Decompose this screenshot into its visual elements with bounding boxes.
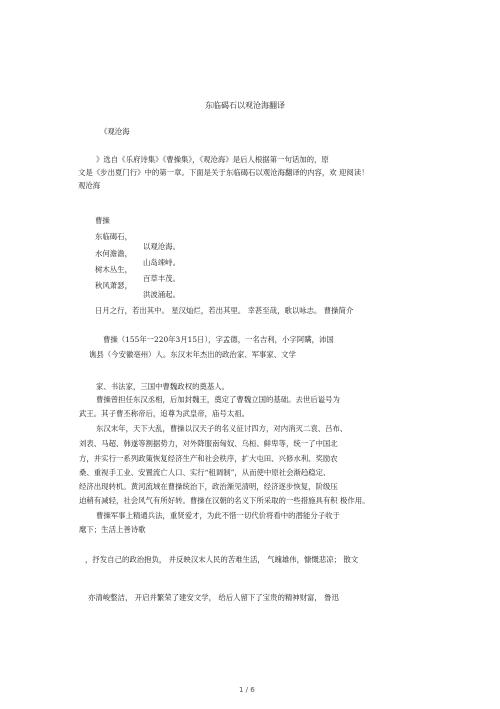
bio-line: 曹操军事上精通兵法，重贤爱才，为此不惜一切代价将看中的潜能分子收于 — [96, 511, 340, 520]
text-line: 《观沧海 — [100, 127, 130, 136]
bio-line: 曹操（155年一220年3月15日），字孟德，一名吉利，小字阿瞒，沛国 — [103, 335, 334, 344]
bio-line: 东汉末年，天下大乱，曹操以汉天子的名义征讨四方，对内消灭二袁、吕布、 — [96, 424, 348, 433]
bio-line: 迫稍有减轻，社会风气有所好转。曹操在汉朝的名义下所采取的一些措施具有积 极作用。 — [79, 496, 370, 505]
text-line: 文是《步出夏门行》中的第一章。下面是关于东临碣石以观沧海翻译的内容，欢 迎阅读！ — [78, 168, 369, 177]
text-line: 观沧海 — [78, 181, 101, 190]
poem-line: 洪波涌起。 — [143, 290, 180, 299]
page-indicator: 1 / 6 — [239, 686, 255, 694]
bio-line: 武王。其子曹丕称帝后，追尊为武皇帝，庙号太祖。 — [79, 409, 249, 418]
bio-line: 方，并实行一系列政策恢复经济生产和社会秩序，扩大屯田、兴修水利、奖励农 — [79, 454, 338, 463]
poem-line: 日月之行，若出其中。 星汉灿烂，若出其里。 幸甚至哉，歌以咏志。 曹操简介 — [95, 306, 354, 315]
poem-line: 以观沧海。 — [143, 242, 180, 251]
bio-line: 经济出现转机。黄河流域在曹操统治下，政治渐见清明，经济逐步恢复，阶级压 — [79, 482, 338, 491]
poem-line: 水何澹澹， — [95, 249, 132, 258]
poem-line: 树木丛生， — [95, 265, 132, 274]
poem-line: 秋风萧瑟， — [95, 281, 132, 290]
bio-line: ，抒发自己的政治抱负， 并反映汉末人民的苦难生活， 气魄雄伟，慷慨悲凉； 散文 — [85, 555, 359, 564]
document-title: 东临碣石以观沧海翻译 — [205, 101, 285, 110]
bio-line: 刘表、马超、韩遂等割据势力，对外降服南匈奴、乌桓、鲜卑等，统一了中国北 — [79, 439, 338, 448]
bio-line: 家、书法家，三国中曹魏政权的奠基人。 — [96, 382, 230, 391]
text-line: 》选自《乐府诗集》《曹操集》，《观沧海》是后人根据第一句话加的，原 — [96, 155, 329, 164]
bio-line: 谯县（今安徽亳州）人。东汉末年杰出的政治家、军事家、文学 — [89, 350, 296, 359]
poem-author: 曹操 — [95, 216, 110, 225]
bio-line: 麾下；生活上善诗歌 — [79, 525, 146, 534]
poem-line: 百草丰茂。 — [143, 274, 180, 283]
bio-line: 曹操曾担任东汉丞相，后加封魏王，奠定了曹魏立国的基础。去世后谥号为 — [96, 395, 340, 404]
bio-line: 桑、重视手工业、安置流亡人口、实行“租调制”，从而使中原社会渐趋稳定、 — [79, 468, 331, 477]
poem-line: 东临碣石， — [95, 232, 132, 241]
bio-line: 亦清峻整洁， 开启并繁荣了建安文学， 给后人留下了宝贵的精神财富， 鲁迅 — [88, 593, 339, 602]
poem-line: 山岛竦峙。 — [143, 258, 180, 267]
